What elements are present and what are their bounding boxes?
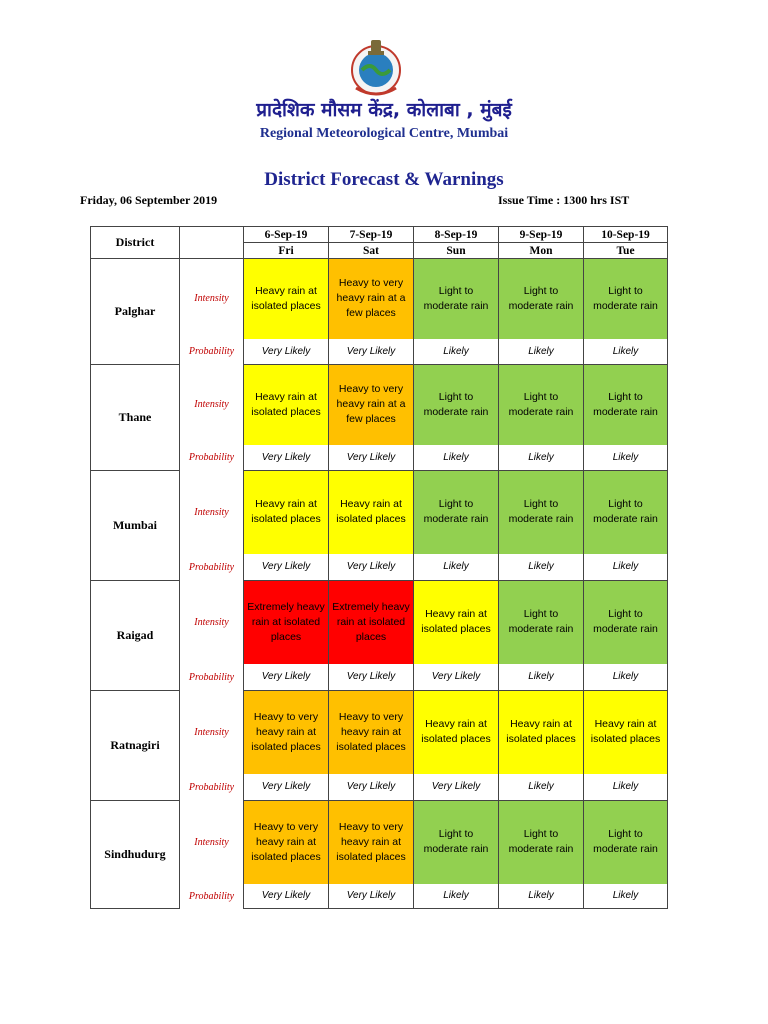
- probability-cell: Very Likely: [329, 445, 414, 471]
- probability-cell: Very Likely: [244, 884, 329, 909]
- hindi-title: प्रादेशिक मौसम केंद्र, कोलाबा , मुंबई: [256, 99, 512, 121]
- imd-emblem-logo: [348, 36, 404, 98]
- district-header: District: [91, 227, 180, 259]
- probability-cell: Likely: [584, 884, 668, 909]
- district-intensity-row: [91, 801, 668, 884]
- probability-cell: Very Likely: [244, 664, 329, 691]
- forecast-cell: Heavy to very heavy rain at isolated places: [244, 691, 329, 774]
- intensity-label: Intensity: [180, 581, 244, 664]
- forecast-cell: Light to moderate rain: [499, 365, 584, 445]
- probability-cell: Likely: [499, 554, 584, 581]
- date-line: Friday, 06 September 2019: [80, 193, 218, 207]
- probability-cell: Very Likely: [414, 774, 499, 801]
- probability-cell: Likely: [414, 884, 499, 909]
- probability-cell: Likely: [499, 664, 584, 691]
- forecast-cell: Light to moderate rain: [414, 259, 499, 339]
- district-name: Palghar: [91, 259, 180, 365]
- date-header: 10-Sep-19: [584, 227, 668, 243]
- issue-time: Issue Time : 1300 hrs IST: [498, 193, 630, 207]
- forecast-cell: Light to moderate rain: [584, 365, 668, 445]
- district-intensity-row: [91, 581, 668, 664]
- intensity-label: Intensity: [180, 365, 244, 445]
- probability-cell: Very Likely: [414, 664, 499, 691]
- forecast-cell: Heavy rain at isolated places: [244, 365, 329, 445]
- probability-cell: Likely: [499, 774, 584, 801]
- probability-cell: Likely: [584, 554, 668, 581]
- probability-cell: Very Likely: [244, 445, 329, 471]
- date-header: 7-Sep-19: [329, 227, 414, 243]
- forecast-cell: Extremely heavy rain at isolated places: [244, 581, 329, 664]
- forecast-cell: Light to moderate rain: [499, 259, 584, 339]
- probability-cell: Very Likely: [244, 339, 329, 365]
- forecast-cell: Light to moderate rain: [499, 801, 584, 884]
- probability-cell: Likely: [499, 445, 584, 471]
- probability-cell: Very Likely: [329, 664, 414, 691]
- forecast-cell: Extremely heavy rain at isolated places: [329, 581, 414, 664]
- probability-cell: Very Likely: [329, 884, 414, 909]
- forecast-cell: Heavy to very heavy rain at isolated places: [244, 801, 329, 884]
- district-name: Mumbai: [91, 471, 180, 581]
- probability-cell: Likely: [414, 445, 499, 471]
- probability-cell: Likely: [499, 884, 584, 909]
- probability-cell: Likely: [584, 664, 668, 691]
- district-intensity-row: [91, 691, 668, 774]
- probability-cell: Likely: [499, 339, 584, 365]
- forecast-cell: Light to moderate rain: [414, 365, 499, 445]
- district-name: Thane: [91, 365, 180, 471]
- forecast-cell: Heavy to very heavy rain at a few places: [329, 365, 414, 445]
- day-header: Sun: [414, 243, 499, 259]
- probability-cell: Likely: [584, 339, 668, 365]
- forecast-cell: Light to moderate rain: [499, 471, 584, 554]
- probability-label: Probability: [180, 445, 244, 471]
- intensity-label: Intensity: [180, 259, 244, 339]
- intensity-label: Intensity: [180, 471, 244, 554]
- forecast-cell: Light to moderate rain: [414, 801, 499, 884]
- forecast-cell: Light to moderate rain: [499, 581, 584, 664]
- centre-name: Regional Meteorological Centre, Mumbai: [259, 126, 509, 141]
- probability-cell: Very Likely: [244, 774, 329, 801]
- intensity-label: Intensity: [180, 801, 244, 884]
- forecast-cell: Heavy rain at isolated places: [244, 471, 329, 554]
- forecast-cell: Heavy rain at isolated places: [414, 691, 499, 774]
- forecast-cell: Light to moderate rain: [584, 471, 668, 554]
- date-header: 9-Sep-19: [499, 227, 584, 243]
- district-intensity-row: [91, 471, 668, 554]
- header-row-dates: [91, 227, 668, 243]
- probability-cell: Very Likely: [244, 554, 329, 581]
- day-header: Fri: [244, 243, 329, 259]
- forecast-cell: Heavy to very heavy rain at a few places: [329, 259, 414, 339]
- forecast-cell: Heavy to very heavy rain at isolated places: [329, 691, 414, 774]
- probability-cell: Very Likely: [329, 774, 414, 801]
- forecast-cell: Heavy rain at isolated places: [414, 581, 499, 664]
- forecast-table-body: [91, 227, 668, 909]
- forecast-cell: Light to moderate rain: [584, 581, 668, 664]
- day-header: Tue: [584, 243, 668, 259]
- day-header: Mon: [499, 243, 584, 259]
- probability-label: Probability: [180, 774, 244, 801]
- forecast-cell: Heavy rain at isolated places: [244, 259, 329, 339]
- probability-cell: Likely: [414, 339, 499, 365]
- probability-label: Probability: [180, 884, 244, 909]
- probability-cell: Likely: [584, 445, 668, 471]
- forecast-cell: Heavy rain at isolated places: [329, 471, 414, 554]
- day-header: Sat: [329, 243, 414, 259]
- date-header: 8-Sep-19: [414, 227, 499, 243]
- probability-cell: Very Likely: [329, 339, 414, 365]
- forecast-cell: Light to moderate rain: [584, 259, 668, 339]
- forecast-cell: Heavy rain at isolated places: [499, 691, 584, 774]
- probability-label: Probability: [180, 554, 244, 581]
- probability-label: Probability: [180, 339, 244, 365]
- probability-label: Probability: [180, 664, 244, 691]
- page-title: District Forecast & Warnings: [264, 169, 504, 190]
- intensity-label: Intensity: [180, 691, 244, 774]
- label-header: [180, 227, 244, 259]
- district-intensity-row: [91, 365, 668, 445]
- forecast-cell: Light to moderate rain: [414, 471, 499, 554]
- probability-cell: Likely: [584, 774, 668, 801]
- forecast-cell: Light to moderate rain: [584, 801, 668, 884]
- probability-cell: Very Likely: [329, 554, 414, 581]
- date-header: 6-Sep-19: [244, 227, 329, 243]
- district-name: Ratnagiri: [91, 691, 180, 801]
- district-name: Sindhudurg: [91, 801, 180, 909]
- district-intensity-row: [91, 259, 668, 339]
- forecast-cell: Heavy to very heavy rain at isolated places: [329, 801, 414, 884]
- forecast-table: [90, 226, 668, 909]
- forecast-cell: Heavy rain at isolated places: [584, 691, 668, 774]
- probability-cell: Likely: [414, 554, 499, 581]
- district-name: Raigad: [91, 581, 180, 691]
